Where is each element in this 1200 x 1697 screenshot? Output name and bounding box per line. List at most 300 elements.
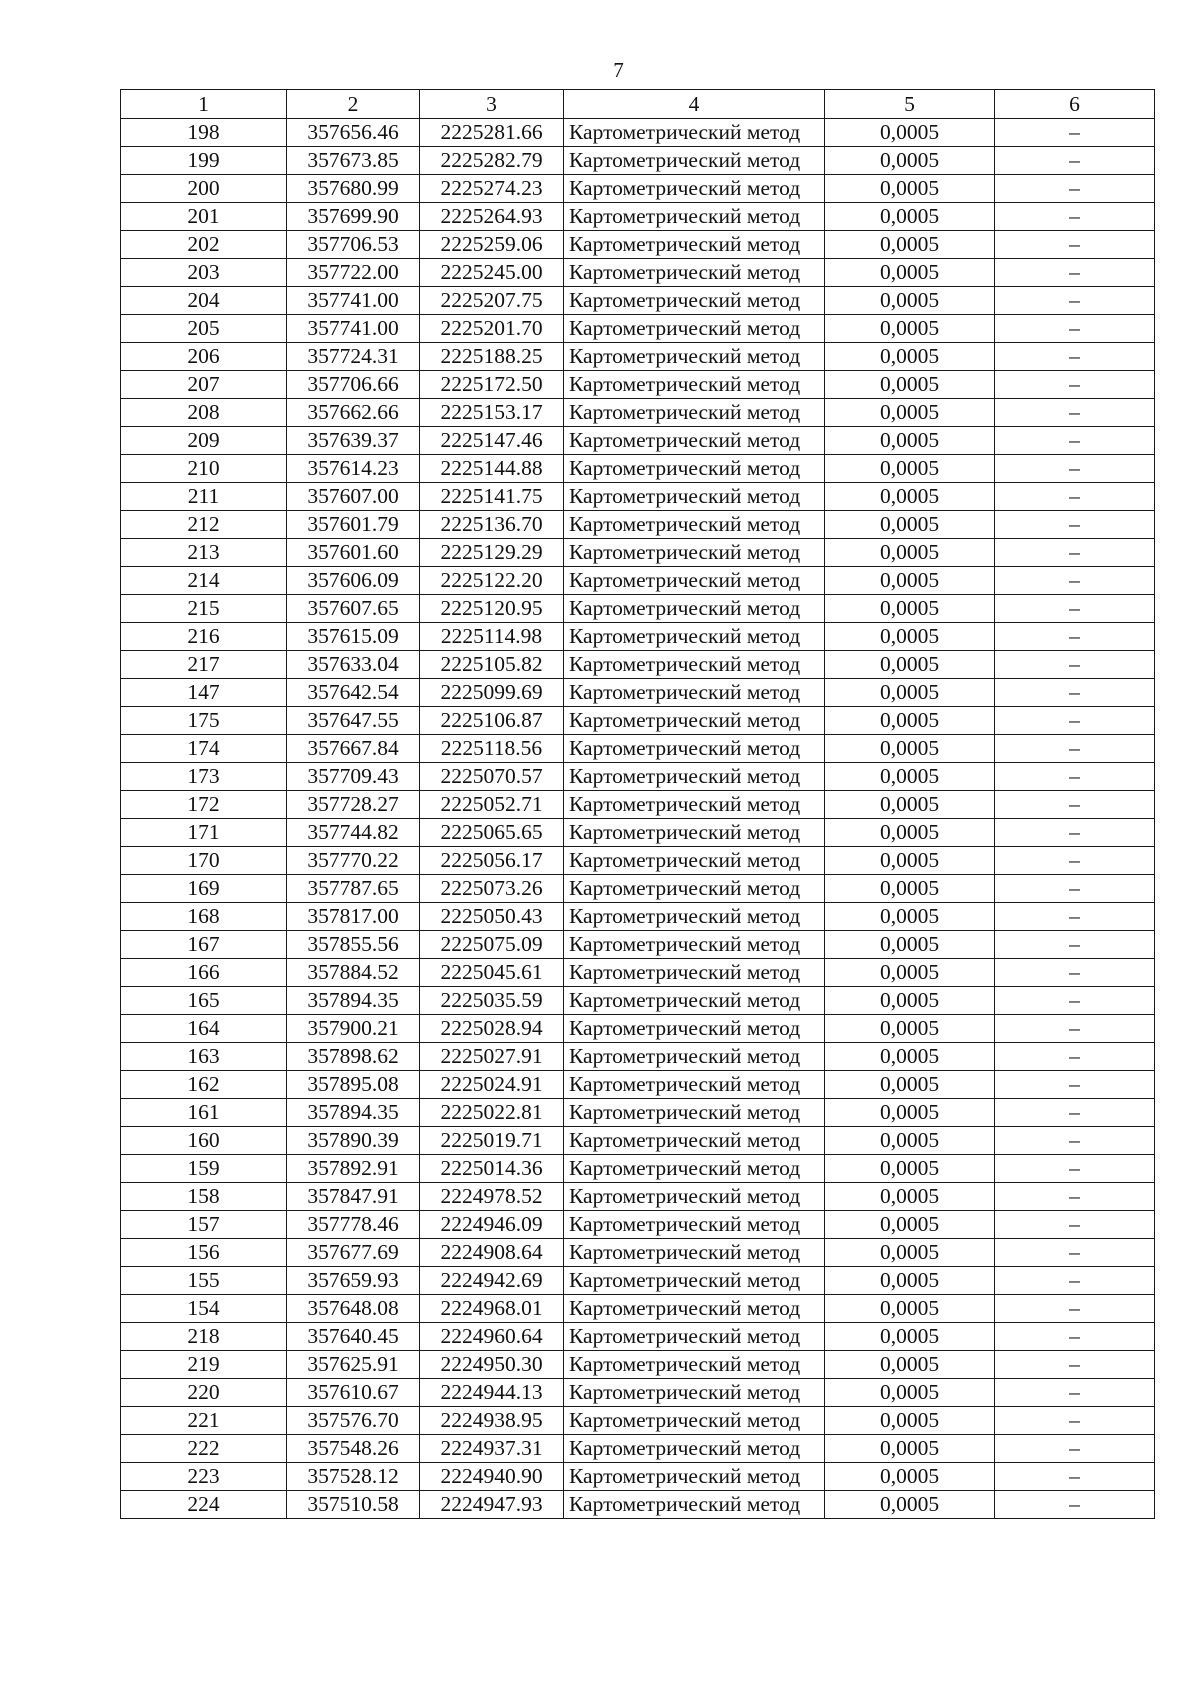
table-row (121, 259, 1155, 287)
table-row (121, 147, 1155, 175)
note-cell: – (995, 931, 1155, 959)
note-cell: – (995, 623, 1155, 651)
y-coordinate-cell: 2225070.57 (420, 763, 564, 791)
method-cell: Картометрический метод (564, 511, 825, 539)
table-row (121, 1351, 1155, 1379)
point-number-cell: 209 (121, 427, 287, 455)
method-cell: Картометрический метод (564, 1267, 825, 1295)
accuracy-cell: 0,0005 (825, 1155, 995, 1183)
method-cell: Картометрический метод (564, 315, 825, 343)
note-cell: – (995, 287, 1155, 315)
x-coordinate-cell: 357890.39 (287, 1127, 420, 1155)
x-coordinate-cell: 357900.21 (287, 1015, 420, 1043)
note-cell: – (995, 847, 1155, 875)
table-row (121, 455, 1155, 483)
point-number-cell: 202 (121, 231, 287, 259)
note-cell: – (995, 1463, 1155, 1491)
method-cell: Картометрический метод (564, 1323, 825, 1351)
point-number-cell: 167 (121, 931, 287, 959)
table-row (121, 903, 1155, 931)
point-number-cell: 204 (121, 287, 287, 315)
method-cell: Картометрический метод (564, 1435, 825, 1463)
accuracy-cell: 0,0005 (825, 483, 995, 511)
accuracy-cell: 0,0005 (825, 343, 995, 371)
table-row (121, 567, 1155, 595)
point-number-cell: 201 (121, 203, 287, 231)
x-coordinate-cell: 357787.65 (287, 875, 420, 903)
note-cell: – (995, 735, 1155, 763)
table-row (121, 1295, 1155, 1323)
method-cell: Картометрический метод (564, 791, 825, 819)
column-header-2: 2 (287, 90, 420, 119)
accuracy-cell: 0,0005 (825, 1043, 995, 1071)
x-coordinate-cell: 357576.70 (287, 1407, 420, 1435)
table-row (121, 1407, 1155, 1435)
method-cell: Картометрический метод (564, 1239, 825, 1267)
point-number-cell: 147 (121, 679, 287, 707)
table-row (121, 539, 1155, 567)
accuracy-cell: 0,0005 (825, 1267, 995, 1295)
column-header-5: 5 (825, 90, 995, 119)
point-number-cell: 160 (121, 1127, 287, 1155)
accuracy-cell: 0,0005 (825, 1351, 995, 1379)
table-row (121, 1211, 1155, 1239)
note-cell: – (995, 1379, 1155, 1407)
x-coordinate-cell: 357633.04 (287, 651, 420, 679)
method-cell: Картометрический метод (564, 1099, 825, 1127)
x-coordinate-cell: 357709.43 (287, 763, 420, 791)
table-row (121, 1239, 1155, 1267)
accuracy-cell: 0,0005 (825, 623, 995, 651)
table-row (121, 1155, 1155, 1183)
y-coordinate-cell: 2225024.91 (420, 1071, 564, 1099)
method-cell: Картометрический метод (564, 735, 825, 763)
note-cell: – (995, 175, 1155, 203)
coordinates-table (120, 89, 1155, 1519)
point-number-cell: 203 (121, 259, 287, 287)
accuracy-cell: 0,0005 (825, 1239, 995, 1267)
note-cell: – (995, 1323, 1155, 1351)
accuracy-cell: 0,0005 (825, 959, 995, 987)
header-row (121, 90, 1155, 119)
note-cell: – (995, 1295, 1155, 1323)
accuracy-cell: 0,0005 (825, 1295, 995, 1323)
y-coordinate-cell: 2225188.25 (420, 343, 564, 371)
note-cell: – (995, 679, 1155, 707)
x-coordinate-cell: 357528.12 (287, 1463, 420, 1491)
x-coordinate-cell: 357741.00 (287, 315, 420, 343)
method-cell: Картометрический метод (564, 1351, 825, 1379)
accuracy-cell: 0,0005 (825, 595, 995, 623)
method-cell: Картометрический метод (564, 427, 825, 455)
point-number-cell: 169 (121, 875, 287, 903)
note-cell: – (995, 399, 1155, 427)
point-number-cell: 158 (121, 1183, 287, 1211)
y-coordinate-cell: 2224968.01 (420, 1295, 564, 1323)
column-header-6: 6 (995, 90, 1155, 119)
point-number-cell: 173 (121, 763, 287, 791)
x-coordinate-cell: 357615.09 (287, 623, 420, 651)
accuracy-cell: 0,0005 (825, 1407, 995, 1435)
x-coordinate-cell: 357601.79 (287, 511, 420, 539)
note-cell: – (995, 959, 1155, 987)
y-coordinate-cell: 2225281.66 (420, 119, 564, 147)
point-number-cell: 217 (121, 651, 287, 679)
x-coordinate-cell: 357680.99 (287, 175, 420, 203)
point-number-cell: 154 (121, 1295, 287, 1323)
x-coordinate-cell: 357614.23 (287, 455, 420, 483)
table-row (121, 371, 1155, 399)
table-header (121, 90, 1155, 119)
note-cell: – (995, 763, 1155, 791)
table-row (121, 791, 1155, 819)
x-coordinate-cell: 357894.35 (287, 987, 420, 1015)
x-coordinate-cell: 357677.69 (287, 1239, 420, 1267)
note-cell: – (995, 343, 1155, 371)
table-row (121, 1183, 1155, 1211)
note-cell: – (995, 987, 1155, 1015)
y-coordinate-cell: 2225045.61 (420, 959, 564, 987)
point-number-cell: 212 (121, 511, 287, 539)
x-coordinate-cell: 357778.46 (287, 1211, 420, 1239)
point-number-cell: 172 (121, 791, 287, 819)
point-number-cell: 219 (121, 1351, 287, 1379)
x-coordinate-cell: 357706.53 (287, 231, 420, 259)
accuracy-cell: 0,0005 (825, 707, 995, 735)
table-row (121, 1015, 1155, 1043)
y-coordinate-cell: 2225120.95 (420, 595, 564, 623)
accuracy-cell: 0,0005 (825, 175, 995, 203)
x-coordinate-cell: 357855.56 (287, 931, 420, 959)
note-cell: – (995, 539, 1155, 567)
y-coordinate-cell: 2225264.93 (420, 203, 564, 231)
y-coordinate-cell: 2225022.81 (420, 1099, 564, 1127)
table-row (121, 819, 1155, 847)
note-cell: – (995, 1407, 1155, 1435)
note-cell: – (995, 119, 1155, 147)
table-row (121, 651, 1155, 679)
table-body (121, 119, 1155, 1519)
method-cell: Картометрический метод (564, 931, 825, 959)
method-cell: Картометрический метод (564, 679, 825, 707)
accuracy-cell: 0,0005 (825, 987, 995, 1015)
point-number-cell: 214 (121, 567, 287, 595)
y-coordinate-cell: 2225035.59 (420, 987, 564, 1015)
method-cell: Картометрический метод (564, 651, 825, 679)
method-cell: Картометрический метод (564, 231, 825, 259)
accuracy-cell: 0,0005 (825, 371, 995, 399)
accuracy-cell: 0,0005 (825, 539, 995, 567)
point-number-cell: 220 (121, 1379, 287, 1407)
method-cell: Картометрический метод (564, 819, 825, 847)
y-coordinate-cell: 2224940.90 (420, 1463, 564, 1491)
note-cell: – (995, 231, 1155, 259)
x-coordinate-cell: 357817.00 (287, 903, 420, 931)
method-cell: Картометрический метод (564, 483, 825, 511)
y-coordinate-cell: 2225114.98 (420, 623, 564, 651)
table-row (121, 399, 1155, 427)
x-coordinate-cell: 357770.22 (287, 847, 420, 875)
point-number-cell: 223 (121, 1463, 287, 1491)
note-cell: – (995, 315, 1155, 343)
method-cell: Картометрический метод (564, 1463, 825, 1491)
method-cell: Картометрический метод (564, 1211, 825, 1239)
x-coordinate-cell: 357892.91 (287, 1155, 420, 1183)
x-coordinate-cell: 357667.84 (287, 735, 420, 763)
x-coordinate-cell: 357895.08 (287, 1071, 420, 1099)
note-cell: – (995, 1127, 1155, 1155)
note-cell: – (995, 567, 1155, 595)
accuracy-cell: 0,0005 (825, 259, 995, 287)
point-number-cell: 162 (121, 1071, 287, 1099)
y-coordinate-cell: 2224908.64 (420, 1239, 564, 1267)
y-coordinate-cell: 2225027.91 (420, 1043, 564, 1071)
y-coordinate-cell: 2225118.56 (420, 735, 564, 763)
point-number-cell: 166 (121, 959, 287, 987)
point-number-cell: 218 (121, 1323, 287, 1351)
x-coordinate-cell: 357606.09 (287, 567, 420, 595)
x-coordinate-cell: 357548.26 (287, 1435, 420, 1463)
accuracy-cell: 0,0005 (825, 1183, 995, 1211)
method-cell: Картометрический метод (564, 455, 825, 483)
table-row (121, 931, 1155, 959)
x-coordinate-cell: 357607.65 (287, 595, 420, 623)
note-cell: – (995, 1071, 1155, 1099)
y-coordinate-cell: 2225144.88 (420, 455, 564, 483)
point-number-cell: 210 (121, 455, 287, 483)
table-row (121, 763, 1155, 791)
table-row (121, 511, 1155, 539)
column-header-4: 4 (564, 90, 825, 119)
y-coordinate-cell: 2225065.65 (420, 819, 564, 847)
method-cell: Картометрический метод (564, 1379, 825, 1407)
method-cell: Картометрический метод (564, 203, 825, 231)
point-number-cell: 156 (121, 1239, 287, 1267)
accuracy-cell: 0,0005 (825, 1015, 995, 1043)
accuracy-cell: 0,0005 (825, 875, 995, 903)
y-coordinate-cell: 2224950.30 (420, 1351, 564, 1379)
method-cell: Картометрический метод (564, 595, 825, 623)
y-coordinate-cell: 2225274.23 (420, 175, 564, 203)
table-row (121, 735, 1155, 763)
method-cell: Картометрический метод (564, 847, 825, 875)
x-coordinate-cell: 357706.66 (287, 371, 420, 399)
table-row (121, 1267, 1155, 1295)
accuracy-cell: 0,0005 (825, 511, 995, 539)
point-number-cell: 222 (121, 1435, 287, 1463)
table-row (121, 1463, 1155, 1491)
x-coordinate-cell: 357625.91 (287, 1351, 420, 1379)
y-coordinate-cell: 2225207.75 (420, 287, 564, 315)
note-cell: – (995, 595, 1155, 623)
point-number-cell: 224 (121, 1491, 287, 1519)
accuracy-cell: 0,0005 (825, 903, 995, 931)
y-coordinate-cell: 2224942.69 (420, 1267, 564, 1295)
point-number-cell: 205 (121, 315, 287, 343)
method-cell: Картометрический метод (564, 875, 825, 903)
note-cell: – (995, 707, 1155, 735)
x-coordinate-cell: 357659.93 (287, 1267, 420, 1295)
point-number-cell: 163 (121, 1043, 287, 1071)
y-coordinate-cell: 2225073.26 (420, 875, 564, 903)
method-cell: Картометрический метод (564, 1043, 825, 1071)
y-coordinate-cell: 2225028.94 (420, 1015, 564, 1043)
note-cell: – (995, 875, 1155, 903)
point-number-cell: 211 (121, 483, 287, 511)
point-number-cell: 207 (121, 371, 287, 399)
point-number-cell: 208 (121, 399, 287, 427)
point-number-cell: 155 (121, 1267, 287, 1295)
note-cell: – (995, 483, 1155, 511)
table-row (121, 1043, 1155, 1071)
method-cell: Картометрический метод (564, 1127, 825, 1155)
y-coordinate-cell: 2225099.69 (420, 679, 564, 707)
method-cell: Картометрический метод (564, 623, 825, 651)
note-cell: – (995, 791, 1155, 819)
y-coordinate-cell: 2225201.70 (420, 315, 564, 343)
table-row (121, 707, 1155, 735)
note-cell: – (995, 1183, 1155, 1211)
table-row (121, 343, 1155, 371)
note-cell: – (995, 511, 1155, 539)
table-row (121, 203, 1155, 231)
method-cell: Картометрический метод (564, 1491, 825, 1519)
method-cell: Картометрический метод (564, 763, 825, 791)
accuracy-cell: 0,0005 (825, 1211, 995, 1239)
method-cell: Картометрический метод (564, 175, 825, 203)
column-header-1: 1 (121, 90, 287, 119)
x-coordinate-cell: 357898.62 (287, 1043, 420, 1071)
table-row (121, 1323, 1155, 1351)
y-coordinate-cell: 2225136.70 (420, 511, 564, 539)
method-cell: Картометрический метод (564, 903, 825, 931)
accuracy-cell: 0,0005 (825, 1127, 995, 1155)
accuracy-cell: 0,0005 (825, 315, 995, 343)
method-cell: Картометрический метод (564, 987, 825, 1015)
accuracy-cell: 0,0005 (825, 399, 995, 427)
point-number-cell: 165 (121, 987, 287, 1015)
note-cell: – (995, 371, 1155, 399)
point-number-cell: 199 (121, 147, 287, 175)
table-row (121, 231, 1155, 259)
y-coordinate-cell: 2224937.31 (420, 1435, 564, 1463)
accuracy-cell: 0,0005 (825, 287, 995, 315)
method-cell: Картометрический метод (564, 959, 825, 987)
x-coordinate-cell: 357724.31 (287, 343, 420, 371)
table-row (121, 875, 1155, 903)
x-coordinate-cell: 357639.37 (287, 427, 420, 455)
point-number-cell: 170 (121, 847, 287, 875)
x-coordinate-cell: 357642.54 (287, 679, 420, 707)
note-cell: – (995, 1099, 1155, 1127)
point-number-cell: 174 (121, 735, 287, 763)
y-coordinate-cell: 2225052.71 (420, 791, 564, 819)
table-row (121, 847, 1155, 875)
accuracy-cell: 0,0005 (825, 1463, 995, 1491)
y-coordinate-cell: 2225147.46 (420, 427, 564, 455)
y-coordinate-cell: 2224947.93 (420, 1491, 564, 1519)
note-cell: – (995, 903, 1155, 931)
note-cell: – (995, 1155, 1155, 1183)
accuracy-cell: 0,0005 (825, 455, 995, 483)
table-row (121, 1435, 1155, 1463)
x-coordinate-cell: 357673.85 (287, 147, 420, 175)
table-row (121, 595, 1155, 623)
method-cell: Картометрический метод (564, 1015, 825, 1043)
x-coordinate-cell: 357744.82 (287, 819, 420, 847)
accuracy-cell: 0,0005 (825, 567, 995, 595)
accuracy-cell: 0,0005 (825, 931, 995, 959)
note-cell: – (995, 1239, 1155, 1267)
note-cell: – (995, 455, 1155, 483)
x-coordinate-cell: 357741.00 (287, 287, 420, 315)
y-coordinate-cell: 2225122.20 (420, 567, 564, 595)
method-cell: Картометрический метод (564, 287, 825, 315)
point-number-cell: 200 (121, 175, 287, 203)
accuracy-cell: 0,0005 (825, 735, 995, 763)
method-cell: Картометрический метод (564, 539, 825, 567)
x-coordinate-cell: 357607.00 (287, 483, 420, 511)
table-row (121, 623, 1155, 651)
table-row (121, 1491, 1155, 1519)
point-number-cell: 206 (121, 343, 287, 371)
y-coordinate-cell: 2225105.82 (420, 651, 564, 679)
x-coordinate-cell: 357601.60 (287, 539, 420, 567)
accuracy-cell: 0,0005 (825, 1435, 995, 1463)
point-number-cell: 161 (121, 1099, 287, 1127)
table-row (121, 483, 1155, 511)
y-coordinate-cell: 2225014.36 (420, 1155, 564, 1183)
column-header-3: 3 (420, 90, 564, 119)
y-coordinate-cell: 2225019.71 (420, 1127, 564, 1155)
x-coordinate-cell: 357640.45 (287, 1323, 420, 1351)
x-coordinate-cell: 357510.58 (287, 1491, 420, 1519)
accuracy-cell: 0,0005 (825, 1379, 995, 1407)
table-row (121, 679, 1155, 707)
method-cell: Картометрический метод (564, 259, 825, 287)
note-cell: – (995, 1211, 1155, 1239)
method-cell: Картометрический метод (564, 567, 825, 595)
table-row (121, 427, 1155, 455)
accuracy-cell: 0,0005 (825, 427, 995, 455)
y-coordinate-cell: 2225259.06 (420, 231, 564, 259)
accuracy-cell: 0,0005 (825, 1491, 995, 1519)
method-cell: Картометрический метод (564, 119, 825, 147)
point-number-cell: 216 (121, 623, 287, 651)
point-number-cell: 175 (121, 707, 287, 735)
method-cell: Картометрический метод (564, 1183, 825, 1211)
y-coordinate-cell: 2225106.87 (420, 707, 564, 735)
accuracy-cell: 0,0005 (825, 791, 995, 819)
x-coordinate-cell: 357648.08 (287, 1295, 420, 1323)
method-cell: Картометрический метод (564, 399, 825, 427)
note-cell: – (995, 1015, 1155, 1043)
point-number-cell: 215 (121, 595, 287, 623)
x-coordinate-cell: 357847.91 (287, 1183, 420, 1211)
note-cell: – (995, 1351, 1155, 1379)
x-coordinate-cell: 357884.52 (287, 959, 420, 987)
point-number-cell: 159 (121, 1155, 287, 1183)
accuracy-cell: 0,0005 (825, 819, 995, 847)
point-number-cell: 157 (121, 1211, 287, 1239)
y-coordinate-cell: 2225050.43 (420, 903, 564, 931)
y-coordinate-cell: 2225129.29 (420, 539, 564, 567)
y-coordinate-cell: 2225282.79 (420, 147, 564, 175)
table-row (121, 287, 1155, 315)
method-cell: Картометрический метод (564, 1407, 825, 1435)
accuracy-cell: 0,0005 (825, 203, 995, 231)
y-coordinate-cell: 2225153.17 (420, 399, 564, 427)
